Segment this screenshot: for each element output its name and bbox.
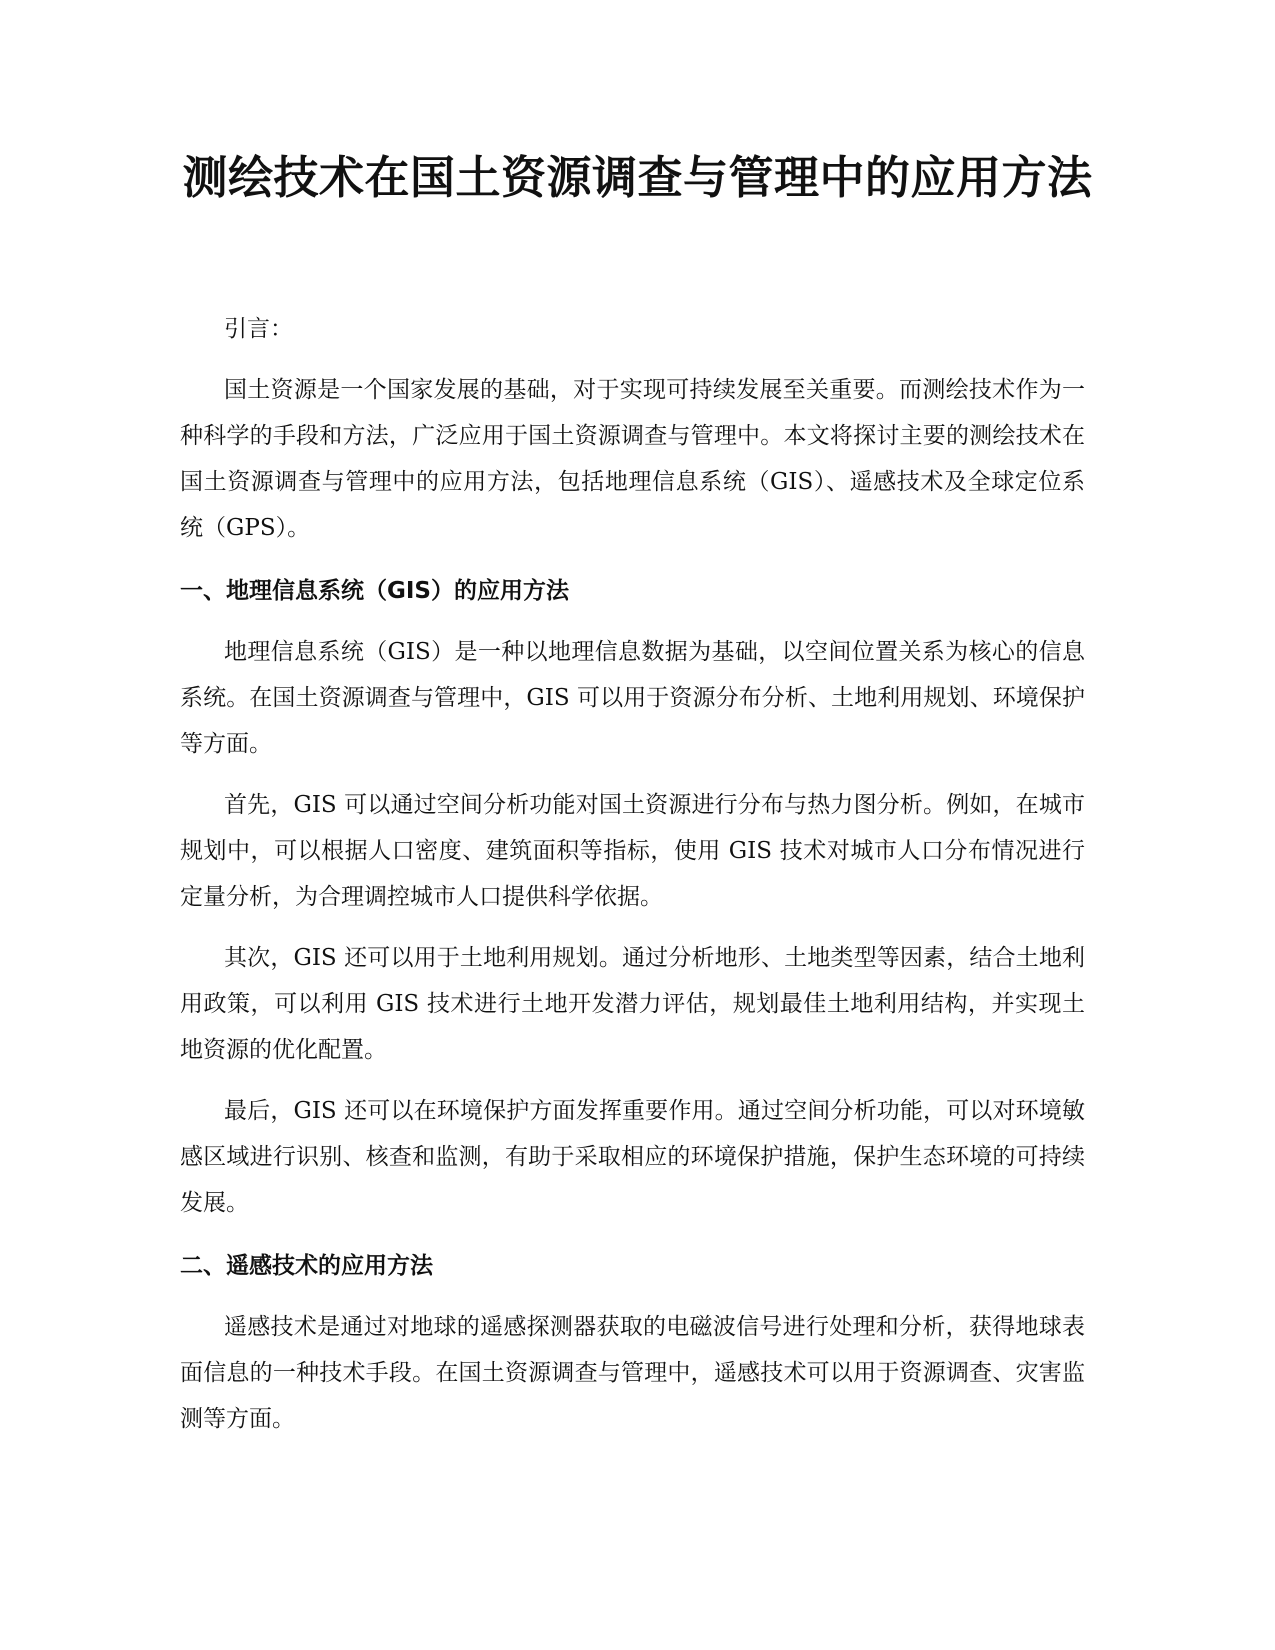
gis-paragraph-3: 其次，GIS 还可以用于土地利用规划。通过分析地形、土地类型等因素，结合土地利用政策，可以利用 GIS 技术进行土地开发潜力评估，规划最佳土地利用结构，并实现土地资源的优化配置。 <box>180 945 1085 1063</box>
remote-sensing-paragraph-1: 遥感技术是通过对地球的遥感探测器获取的电磁波信号进行处理和分析，获得地球表面信息的一种技术手段。在国土资源调查与管理中，遥感技术可以用于资源调查、灾害监测等方面。 <box>180 1314 1085 1432</box>
section-heading-gis: 一、地理信息系统（GIS）的应用方法 <box>180 578 570 604</box>
document-body <box>180 306 1085 1457</box>
intro-paragraph: 国土资源是一个国家发展的基础，对于实现可持续发展至关重要。而测绘技术作为一种科学的手段和方法，广泛应用于国土资源调查与管理中。本文将探讨主要的测绘技术在国土资源调查与管理中的应用方法，包括地理信息系统（GIS）、遥感技术及全球定位系统（GPS）。 <box>180 377 1085 541</box>
document-title: 测绘技术在国土资源调查与管理中的应用方法 <box>182 151 1093 204</box>
intro-label: 引言： <box>224 316 293 342</box>
gis-paragraph-1: 地理信息系统（GIS）是一种以地理信息数据为基础，以空间位置关系为核心的信息系统。在国土资源调查与管理中，GIS 可以用于资源分布分析、土地利用规划、环境保护等方面。 <box>180 639 1085 757</box>
gis-paragraph-2: 首先，GIS 可以通过空间分析功能对国土资源进行分布与热力图分析。例如，在城市规划中，可以根据人口密度、建筑面积等指标，使用 GIS 技术对城市人口分布情况进行定量分析，为合理调控城市人口提供科学依据。 <box>180 792 1085 910</box>
section-heading-remote-sensing: 二、遥感技术的应用方法 <box>180 1253 433 1279</box>
gis-paragraph-4: 最后，GIS 还可以在环境保护方面发挥重要作用。通过空间分析功能，可以对环境敏感区域进行识别、核查和监测，有助于采取相应的环境保护措施，保护生态环境的可持续发展。 <box>180 1098 1085 1216</box>
